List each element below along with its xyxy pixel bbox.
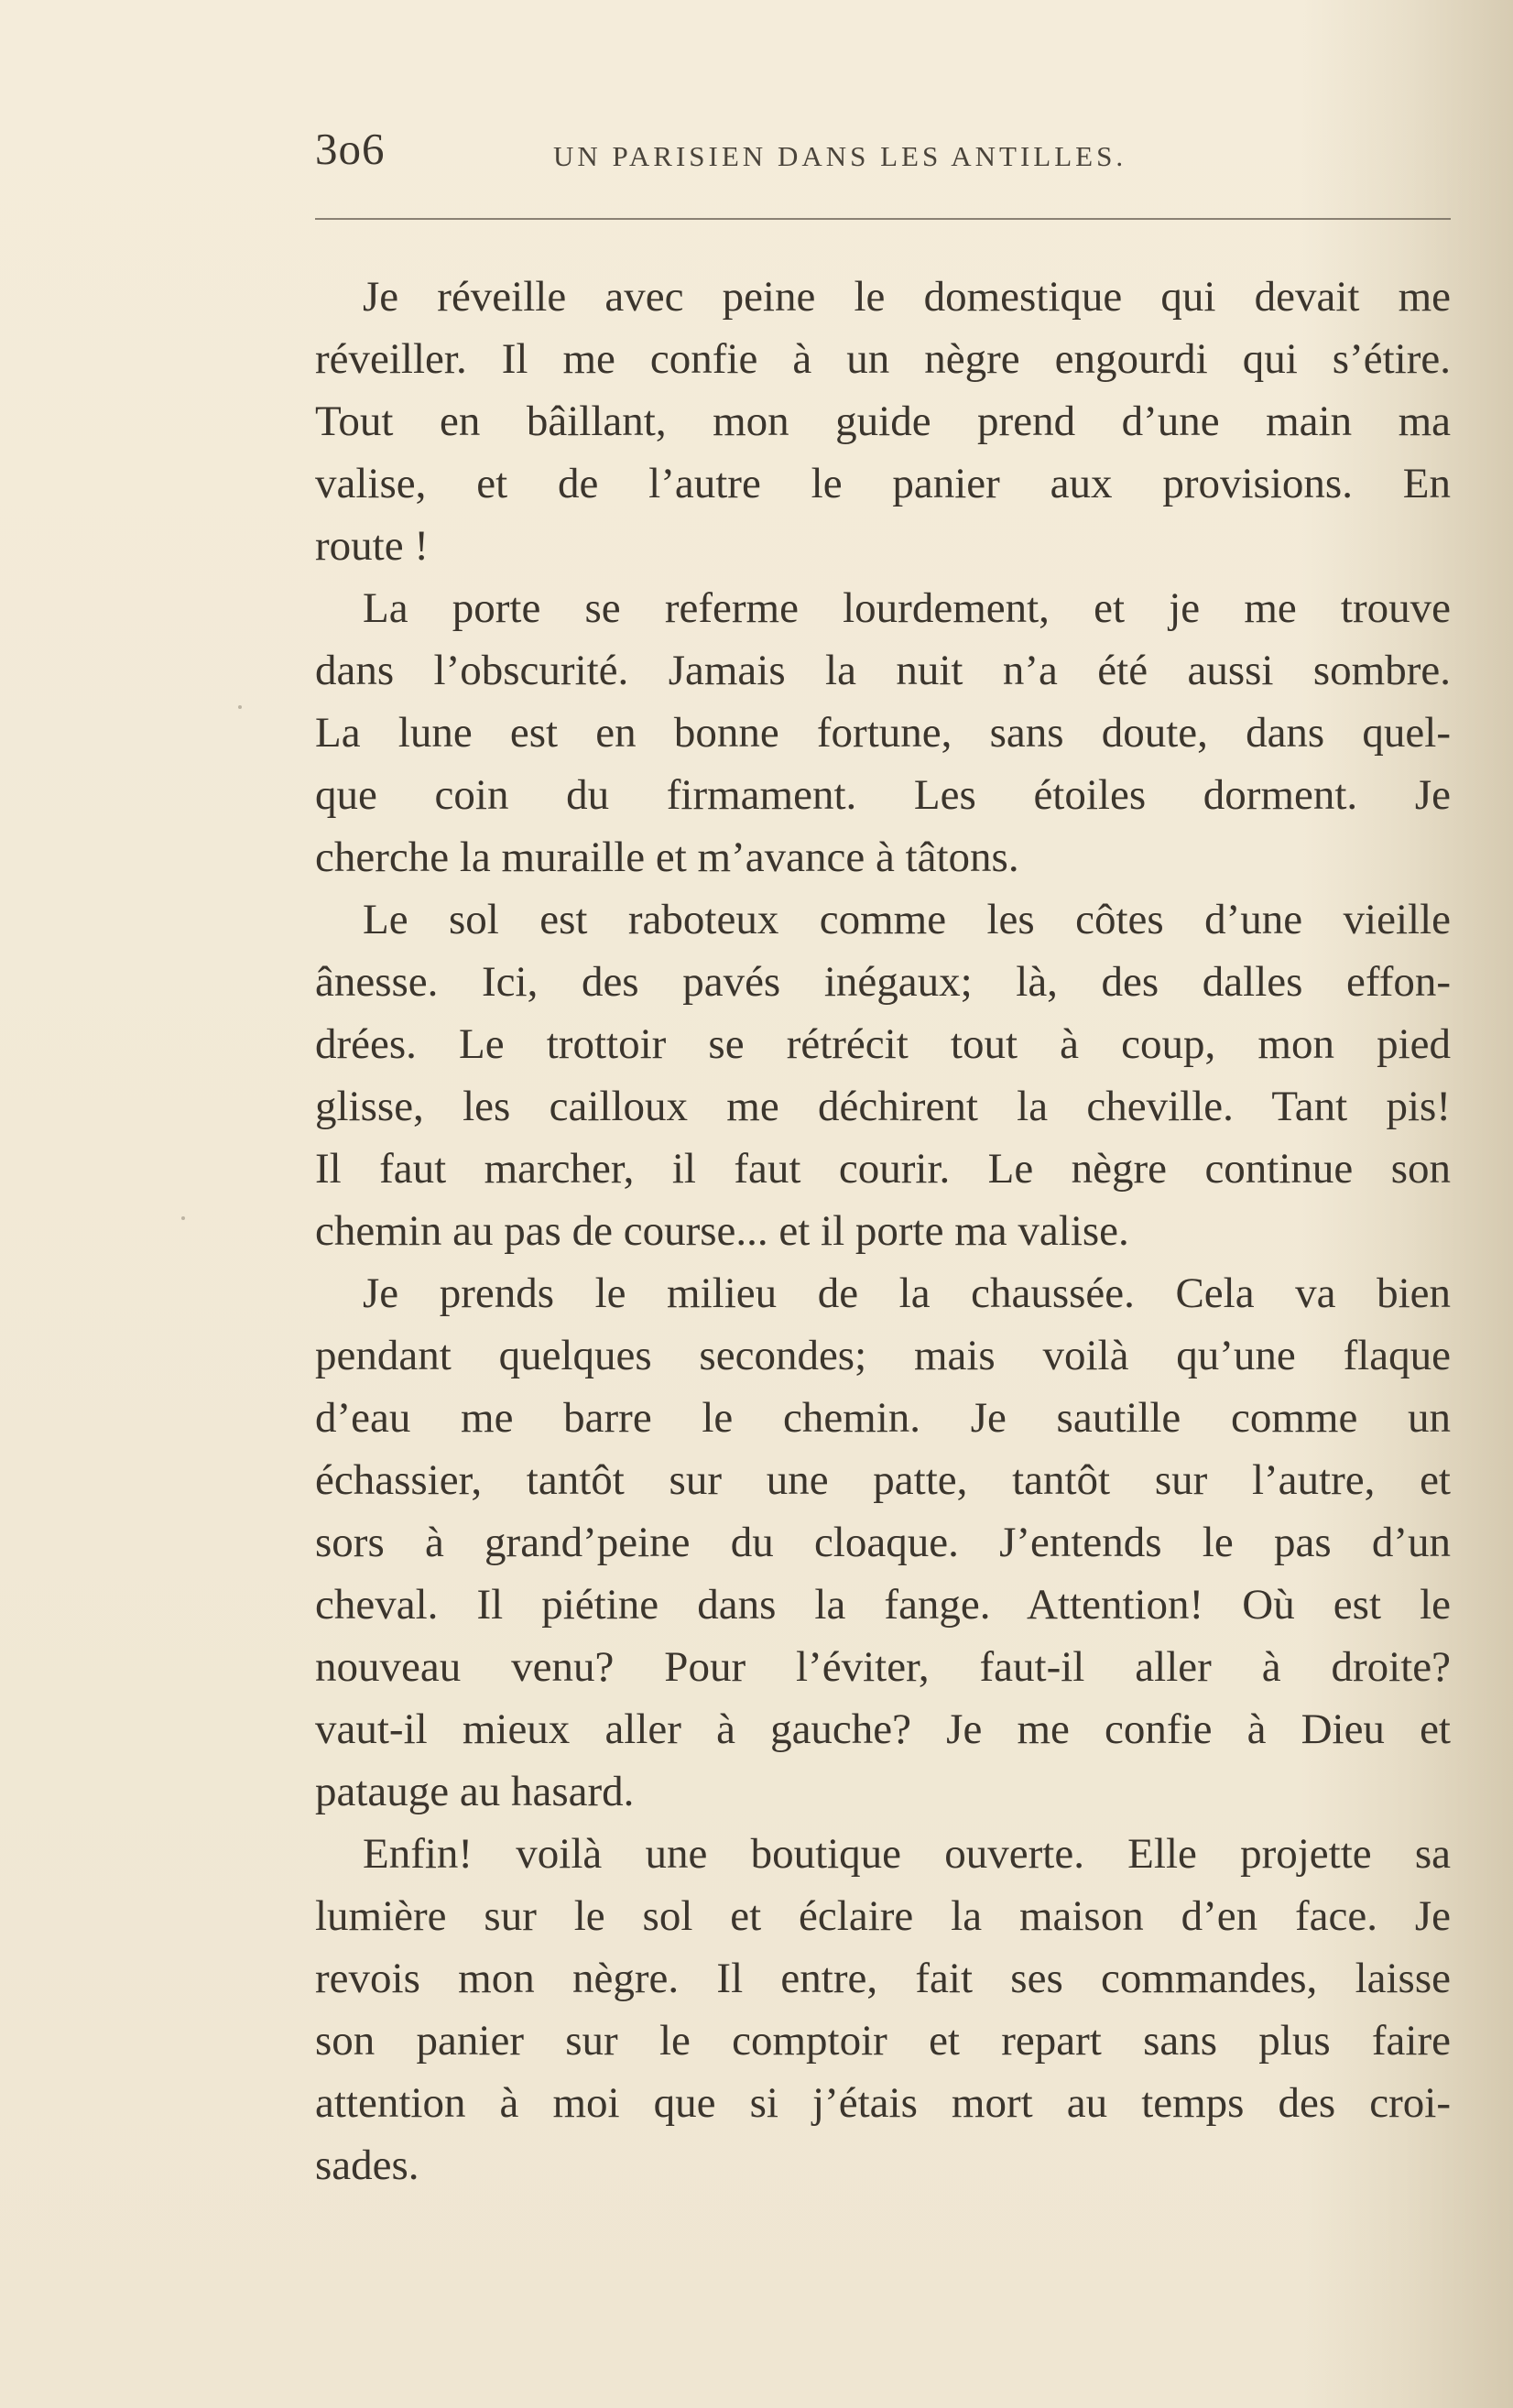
- text-line: cherche la muraille et m’avance à tâtons.: [315, 834, 1019, 881]
- paper-speck: [238, 705, 242, 709]
- paragraph-3: [315, 888, 1451, 1262]
- paragraph-2: [315, 577, 1451, 888]
- paper-speck: [181, 1216, 185, 1220]
- running-title: UN PARISIEN DANS LES ANTILLES.: [553, 140, 1127, 172]
- text-line: Tout en bâillant, mon guide prend d’une main ma: [315, 398, 1451, 445]
- text-line: lumière sur le sol et éclaire la maison d’en face. Je: [315, 1892, 1451, 1940]
- text-line: nouveau venu? Pour l’éviter, faut-il aller à droite?: [315, 1643, 1451, 1691]
- text-line: chemin au pas de course... et il porte ma valise.: [315, 1207, 1129, 1255]
- text-line: Enfin! voilà une boutique ouverte. Elle projette sa: [363, 1830, 1451, 1878]
- text-line: Le sol est raboteux comme les côtes d’une vieille: [363, 896, 1451, 943]
- text-line: La lune est en bonne fortune, sans doute, dans quel-: [315, 709, 1451, 757]
- text-line: cheval. Il piétine dans la fange. Attention! Où est le: [315, 1581, 1451, 1629]
- text-line: sors à grand’peine du cloaque. J’entends le pas d’un: [315, 1519, 1451, 1566]
- text-line: d’eau me barre le chemin. Je sautille comme un: [315, 1394, 1451, 1442]
- text-line: patauge au hasard.: [315, 1768, 635, 1815]
- text-line: pendant quelques secondes; mais voilà qu’une flaque: [315, 1332, 1451, 1379]
- text-line: valise, et de l’autre le panier aux provisions. En: [315, 460, 1451, 507]
- text-line: ânesse. Ici, des pavés inégaux; là, des dalles effon-: [315, 958, 1451, 1006]
- paragraph-1: [315, 266, 1451, 577]
- text-line: glisse, les cailloux me déchirent la cheville. Tant pis!: [315, 1083, 1451, 1130]
- text-line: dans l’obscurité. Jamais la nuit n’a été aussi sombre.: [315, 647, 1451, 694]
- text-line: son panier sur le comptoir et repart sans plus faire: [315, 2017, 1451, 2065]
- text-line: vaut-il mieux aller à gauche? Je me confie à Dieu et: [315, 1705, 1451, 1753]
- text-line: sades.: [315, 2141, 419, 2189]
- text-line: que coin du firmament. Les étoiles dorment. Je: [315, 771, 1451, 819]
- paragraph-5: [315, 1823, 1451, 2196]
- page-number: 3o6: [315, 124, 386, 174]
- header-rule: [315, 218, 1451, 220]
- body-text: [315, 266, 1451, 2196]
- text-line: Je réveille avec peine le domestique qui devait me: [363, 273, 1451, 321]
- paragraph-4: [315, 1262, 1451, 1823]
- text-line: route !: [315, 522, 429, 570]
- text-line: échassier, tantôt sur une patte, tantôt sur l’autre, et: [315, 1456, 1451, 1504]
- text-line: Je prends le milieu de la chaussée. Cela va bien: [363, 1269, 1451, 1317]
- text-line: revois mon nègre. Il entre, fait ses commandes, laisse: [315, 1955, 1451, 2002]
- text-line: drées. Le trottoir se rétrécit tout à coup, mon pied: [315, 1020, 1451, 1068]
- text-line: La porte se referme lourdement, et je me trouve: [363, 584, 1451, 632]
- text-line: Il faut marcher, il faut courir. Le nègre continue son: [315, 1145, 1451, 1193]
- text-line: attention à moi que si j’étais mort au temps des croi-: [315, 2079, 1451, 2127]
- text-line: réveiller. Il me confie à un nègre engourdi qui s’étire.: [315, 335, 1451, 383]
